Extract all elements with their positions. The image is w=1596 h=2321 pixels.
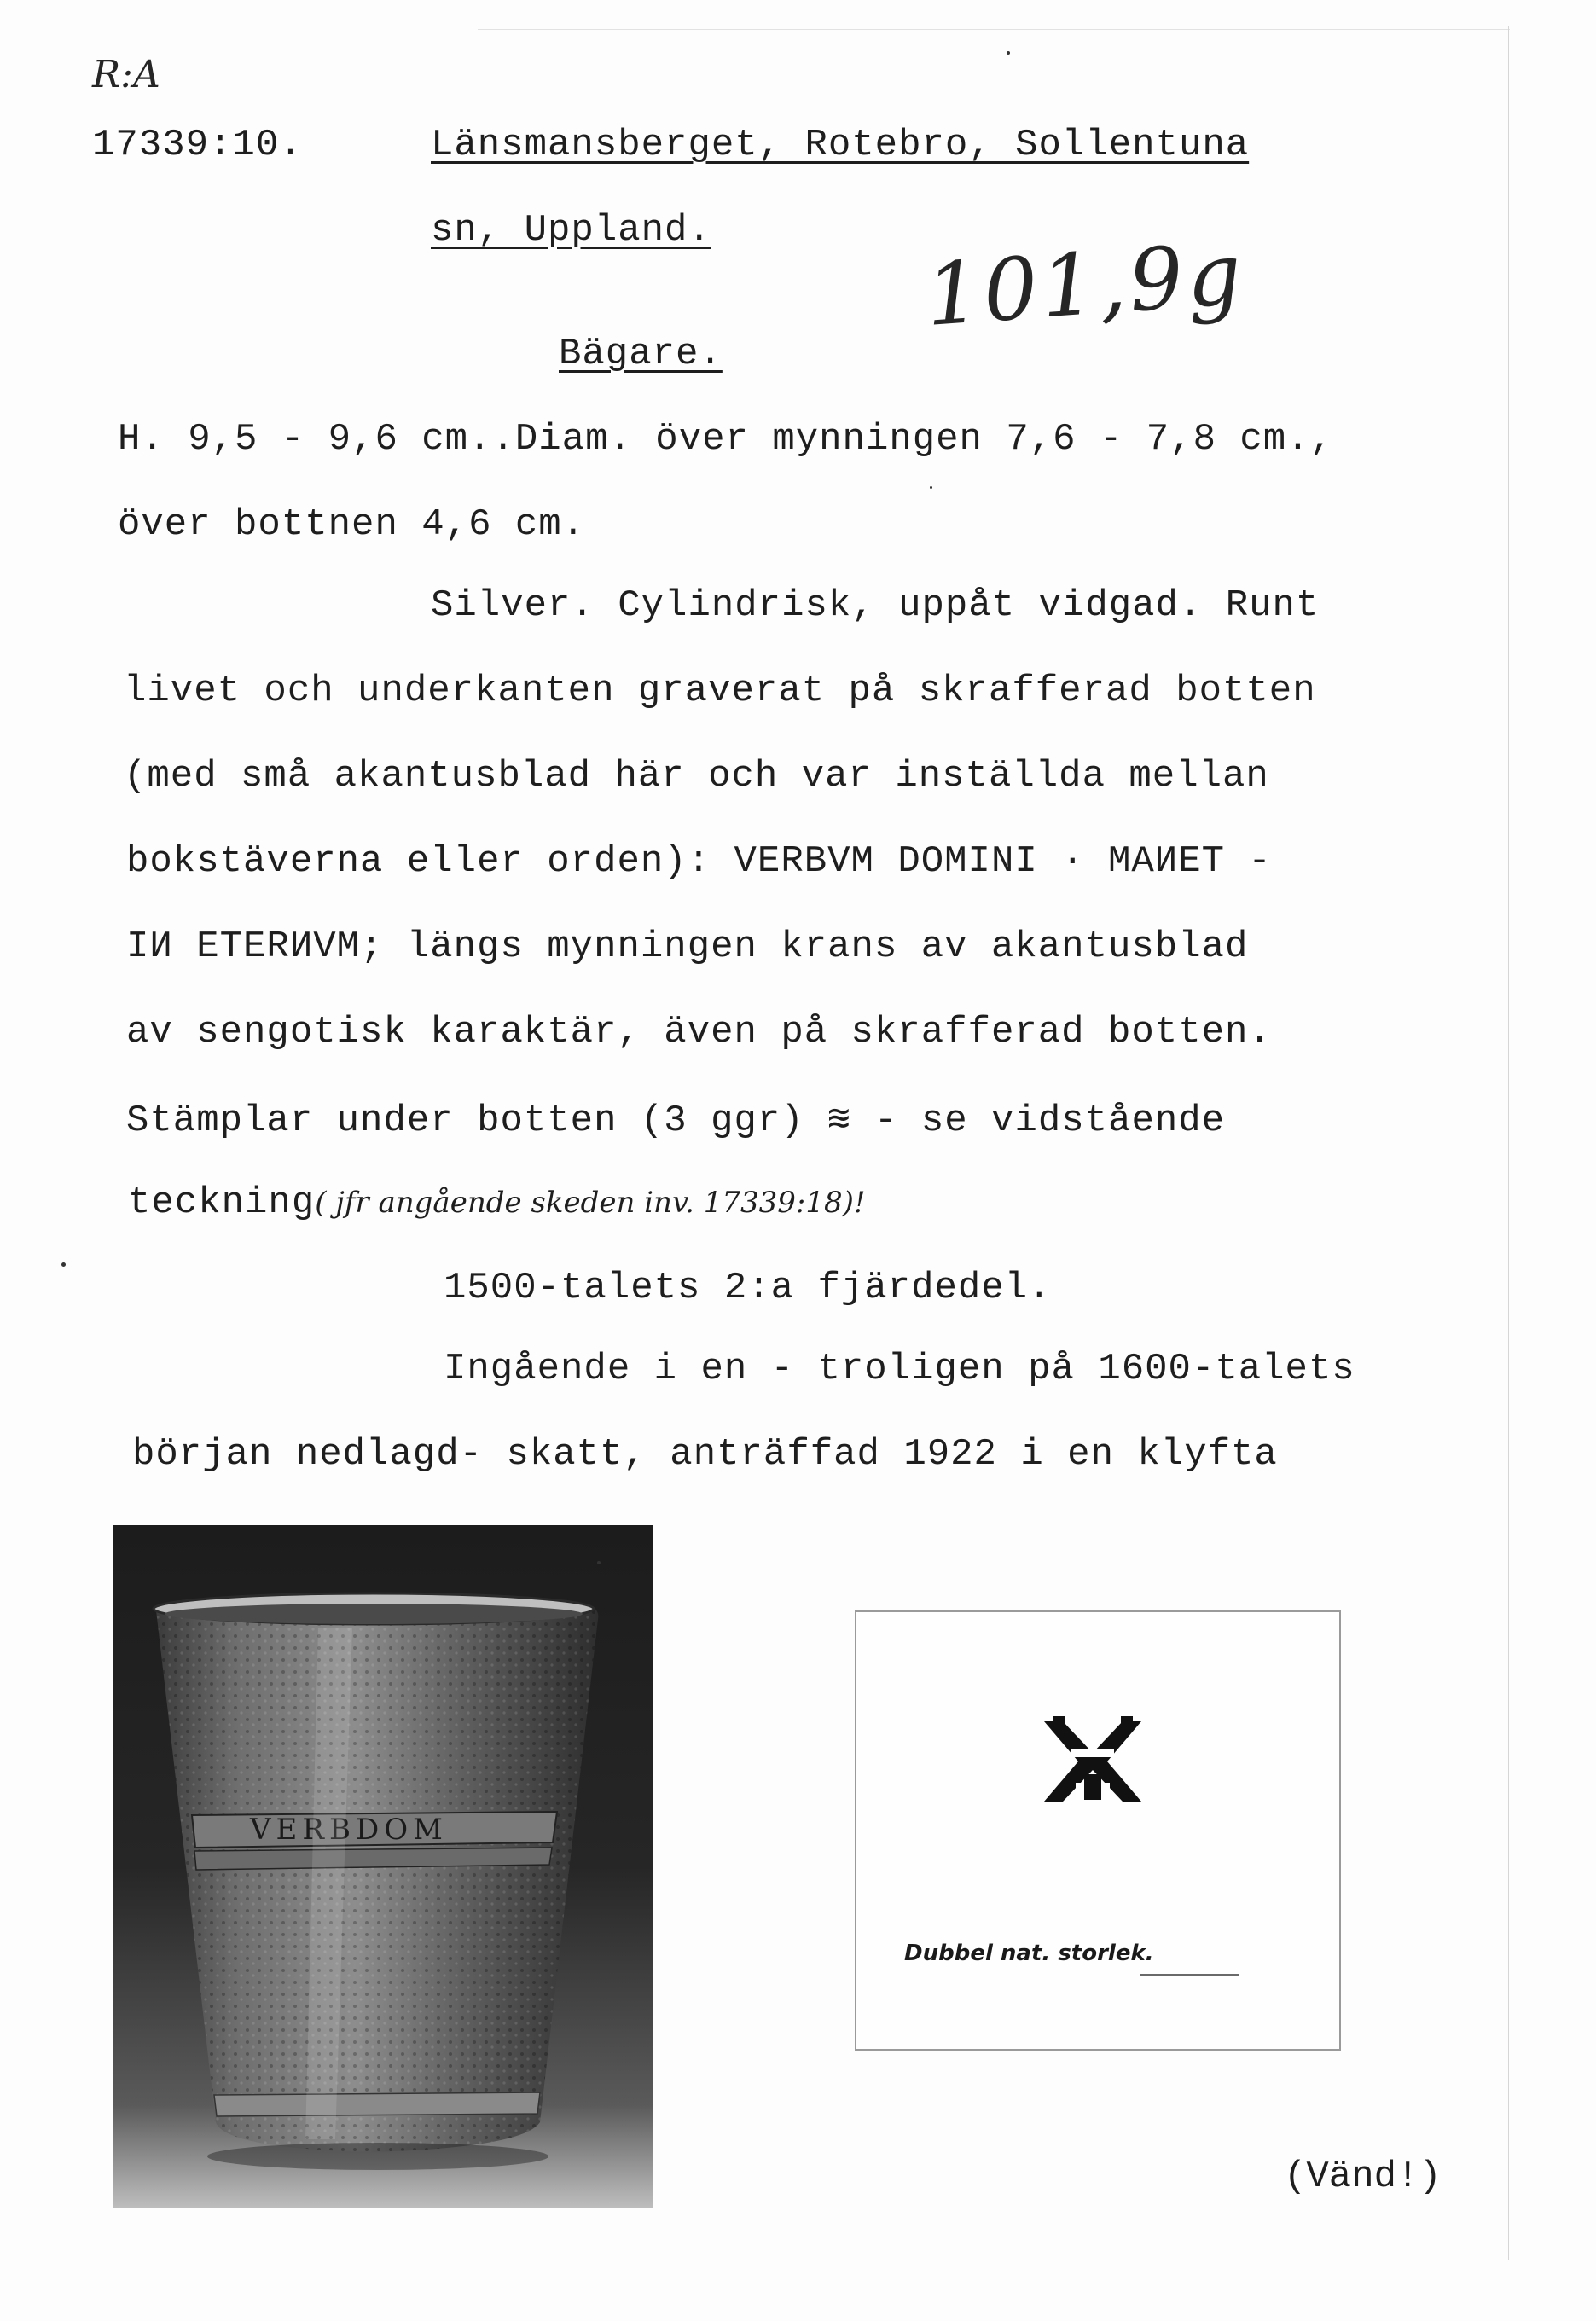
beaker-photograph <box>113 1525 653 2208</box>
handwritten-reference: ( jfr angående skeden inv. 17339:18)! <box>315 1186 866 1220</box>
archive-mark: R:A <box>92 53 160 96</box>
location-line-2: sn, Uppland. <box>431 209 711 252</box>
find-line-2: början nedlagd- skatt, anträffad 1922 i en klyfta <box>132 1433 1278 1476</box>
paper-edge-right <box>1508 26 1509 2260</box>
description-line-7: IИ ETERИVM; längs mynningen krans av akantusblad <box>126 925 1249 968</box>
paper-speck <box>597 1561 601 1564</box>
description-line-9: Stämplar under botten (3 ggr) ≋ - se vidstående <box>126 1100 1226 1142</box>
hallmark-drawing-card <box>855 1610 1341 2051</box>
paper-edge-top <box>478 29 1510 30</box>
weight-note: 101,9g <box>922 223 1248 345</box>
object-name: Bägare. <box>559 333 723 375</box>
description-line-1: H. 9,5 - 9,6 cm..Diam. över mynningen 7,6 - 7,8 cm., <box>118 418 1334 461</box>
description-line-4: livet och underkanten graverat på skrafferad botten <box>124 670 1316 712</box>
paper-speck <box>930 486 932 489</box>
description-line-5: (med små akantusblad här och var inställda mellan <box>124 755 1269 798</box>
description-line-2: över bottnen 4,6 cm. <box>118 503 586 546</box>
find-line-1: Ingående i en - troligen på 1600-talets <box>444 1348 1355 1390</box>
hallmark-stamp-icon <box>1037 1715 1148 1808</box>
photo-inscription: VERBDOM <box>250 1813 448 1847</box>
location-line-1: Länsmansberget, Rotebro, Sollentuna <box>431 124 1250 166</box>
paper-speck <box>1007 51 1010 55</box>
dating-line: 1500-talets 2:a fjärdedel. <box>444 1267 1052 1309</box>
beaker-illustration <box>113 1525 653 2208</box>
description-line-3: Silver. Cylindrisk, uppåt vidgad. Runt <box>431 584 1320 627</box>
turn-over-note: (Vänd!) <box>1284 2156 1442 2198</box>
description-line-6: bokstäverna eller orden): VERBVM DOMINI · MAИET - <box>126 840 1272 883</box>
stamp-caption: Dubbel nat. storlek. <box>904 1941 1154 1966</box>
inventory-number: 17339:10. <box>92 124 303 166</box>
caption-underline <box>1140 1974 1239 1976</box>
teckning-text: teckning <box>128 1181 316 1224</box>
paper-speck <box>61 1262 66 1267</box>
teckning-line <box>128 1181 866 1224</box>
description-line-8: av sengotisk karaktär, även på skrafferad botten. <box>126 1011 1272 1053</box>
